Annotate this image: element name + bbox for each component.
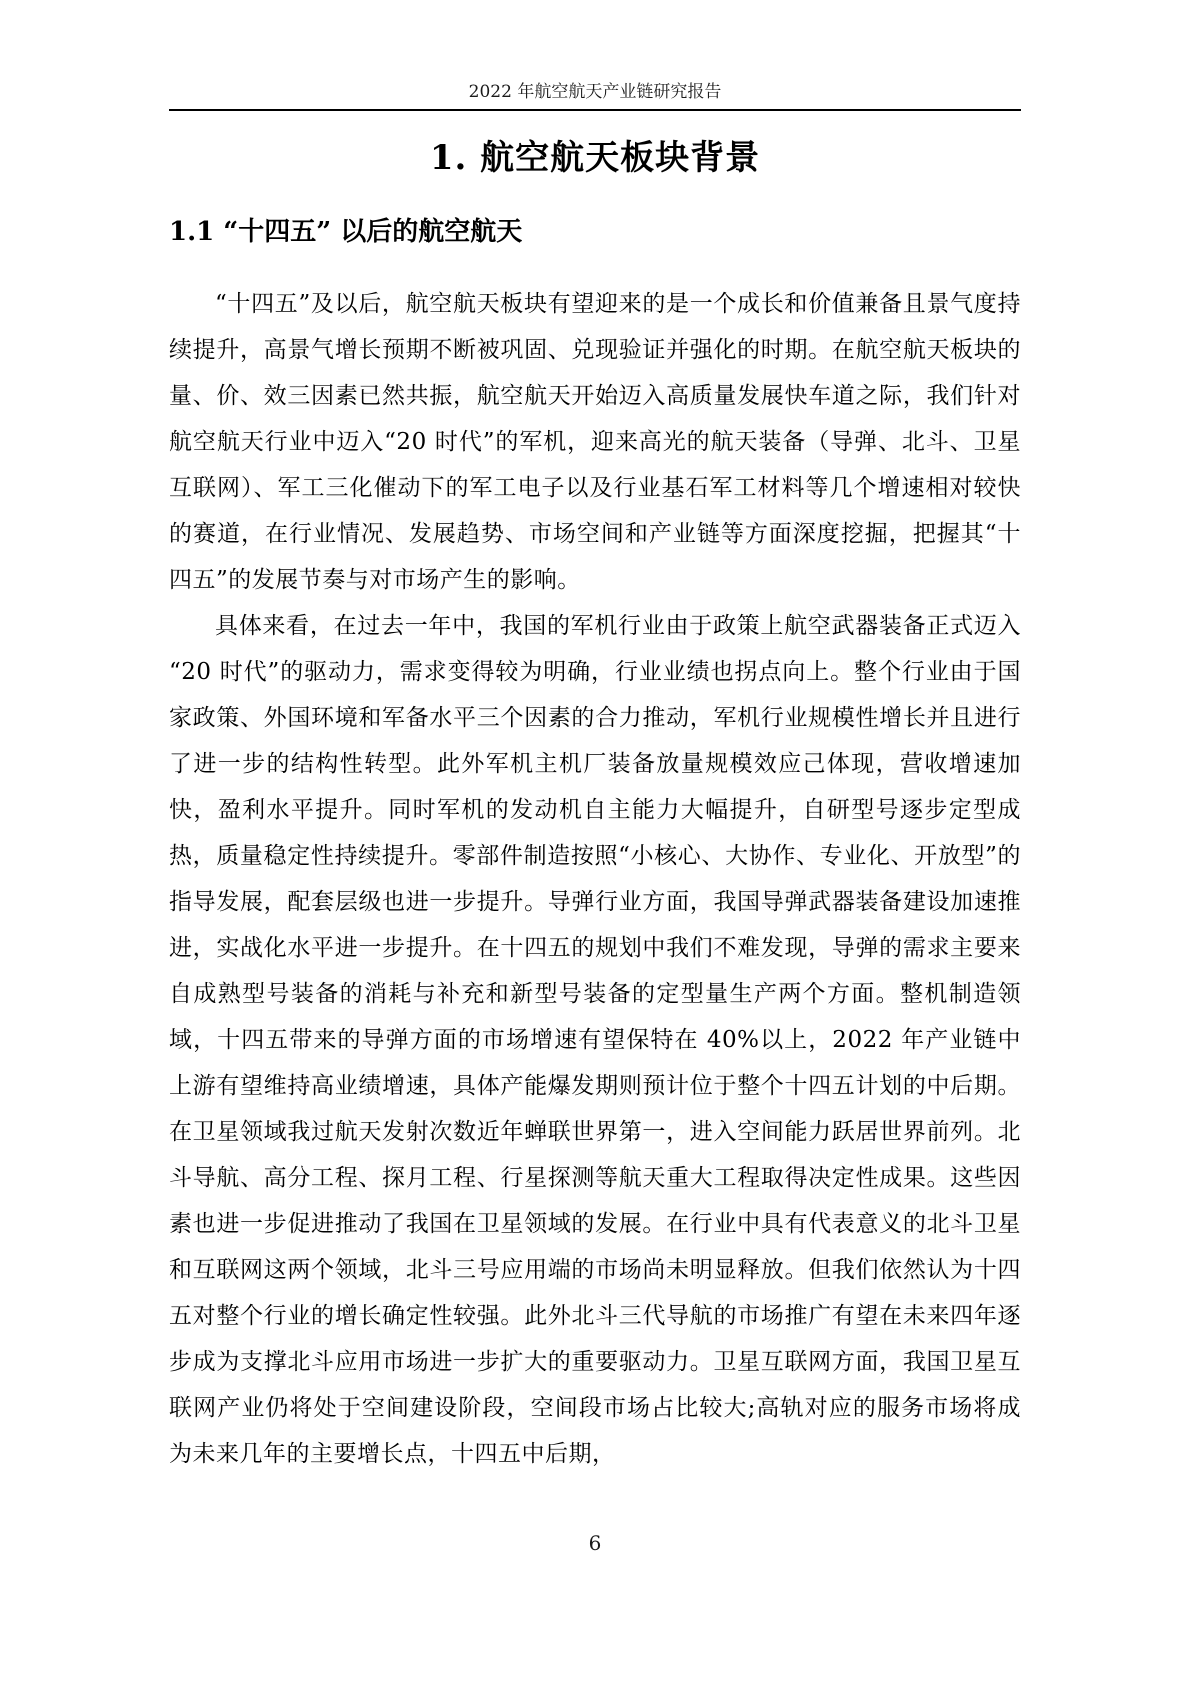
- page-content: [169, 0, 1021, 1477]
- header-rule: [169, 109, 1021, 111]
- body-text: [169, 281, 1021, 1477]
- page-footer: [0, 1531, 1190, 1555]
- paragraph-1: “十四五”及以后，航空航天板块有望迎来的是一个成长和价值兼备且景气度持续提升，高景气增长预期不断被巩固、兑现验证并强化的时期。在航空航天板块的量、价、效三因素已然共振，航空航天开始迈入高质量发展快车道之际，我们针对航空航天行业中迈入“20 时代”的军机，迎来高光的航天装备（导弹、北斗、卫星互联网）、军工三化催动下的军工电子以及行业基石军工材料等几个增速相对较快的赛道，在行业情况、发展趋势、市场空间和产业链等方面深度挖掘，把握其“十四五”的发展节奏与对市场产生的影响。: [169, 291, 1021, 593]
- page-header: [169, 82, 1021, 111]
- paragraph-2: 具体来看，在过去一年中，我国的军机行业由于政策上航空武器装备正式迈入“20 时代”的驱动力，需求变得较为明确，行业业绩也拐点向上。整个行业由于国家政策、外国环境和军备水平三个因素的合力推动，军机行业规模性增长并且进行了进一步的结构性转型。此外军机主机厂装备放量规模效应己体现，营收增速加快，盈利水平提升。同时军机的发动机自主能力大幅提升，自研型号逐步定型成热，质量稳定性持续提升。零部件制造按照“小核心、大协作、专业化、开放型”的指导发展，配套层级也进一步提升。导弹行业方面，我国导弹武器装备建设加速推进，实战化水平进一步提升。在十四五的规划中我们不难发现，导弹的需求主要来自成熟型号装备的消耗与补充和新型号装备的定型量生产两个方面。整机制造领域，十四五带来的导弹方面的市场增速有望保特在 40%以上，2022 年产业链中上游有望维持高业绩增速，具体产能爆发期则预计位于整个十四五计划的中后期。在卫星领域我过航天发射次数近年蝉联世界第一，进入空间能力跃居世界前列。北斗导航、高分工程、探月工程、行星探测等航天重大工程取得决定性成果。这些因素也进一步促进推动了我国在卫星领域的发展。在行业中具有代表意义的北斗卫星和互联网这两个领域，北斗三号应用端的市场尚未明显释放。但我们依然认为十四五对整个行业的增长确定性较强。此外北斗三代导航的市场推广有望在未来四年逐步成为支撑北斗应用市场进一步扩大的重要驱动力。卫星互联网方面，我国卫星互联网产业仍将处于空间建设阶段，空间段市场占比较大;高轨对应的服务市场将成为未来几年的主要增长点，十四五中后期，: [169, 613, 1021, 1467]
- section-heading: 1.1 “十四五” 以后的航空航天: [169, 217, 523, 247]
- page-number: 6: [588, 1531, 602, 1555]
- header-title: 2022 年航空航天产业链研究报告: [468, 82, 722, 102]
- chapter-title: 1. 航空航天板块背景: [429, 138, 761, 178]
